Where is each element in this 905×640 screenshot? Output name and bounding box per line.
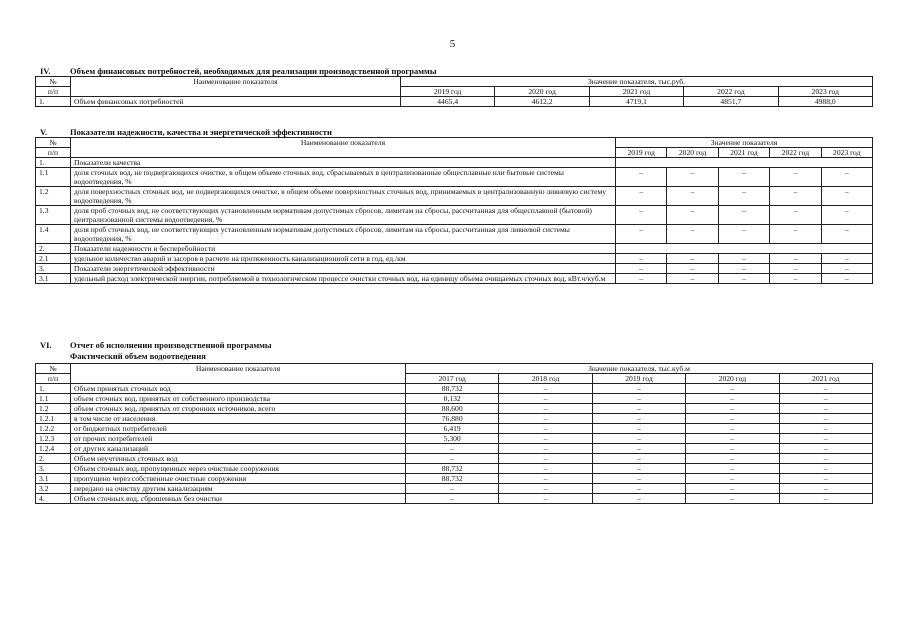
row-value: – [499, 394, 592, 404]
row-value: – [499, 454, 592, 464]
reliability-row [36, 187, 873, 206]
section-4-number: IV. [40, 66, 51, 76]
row-number: 1. [36, 384, 71, 394]
row-value: – [718, 254, 769, 264]
section-5-title-text: Показатели надежности, качества и энергетической эффективности [70, 127, 332, 137]
row-value: – [686, 484, 779, 494]
row-value: – [686, 464, 779, 474]
section-6-title-text: Отчет об исполнении производственной программы [70, 340, 272, 350]
reliability-year-header: 2021 год [718, 148, 769, 158]
reliability-row [36, 225, 873, 244]
row-value-empty [616, 244, 873, 254]
row-value: – [499, 424, 592, 434]
volume-row [36, 404, 873, 414]
section-6-subtitle: Фактический объем водоотведения [70, 351, 206, 361]
reliability-header-row [36, 138, 873, 148]
row-value: – [686, 394, 779, 404]
row-number: 1.2.1 [36, 414, 71, 424]
row-value: – [770, 264, 821, 274]
volume-row [36, 394, 873, 404]
row-number: 3.1 [36, 274, 71, 284]
row-number: 1. [36, 158, 71, 168]
row-value: – [592, 384, 685, 394]
row-value: – [592, 454, 685, 464]
row-indicator-name: Объем принятых сточных вод [71, 384, 406, 394]
row-number: 4. [36, 494, 71, 504]
row-number: 1. [36, 97, 71, 107]
row-value: – [718, 225, 769, 244]
row-value: – [779, 484, 872, 494]
volume-header-no: № [36, 364, 71, 374]
row-value: – [616, 254, 667, 264]
row-indicator-name: Объем неучтенных сточных вод [71, 454, 406, 464]
row-indicator-name: Объем сточных вод, сброшенных без очистки [71, 494, 406, 504]
row-indicator-name: передано на очистку другим канализациям [71, 484, 406, 494]
row-number: 2.1 [36, 254, 71, 264]
reliability-year-header: 2020 год [667, 148, 718, 158]
volume-row [36, 454, 873, 464]
row-value: – [592, 434, 685, 444]
row-value: – [821, 254, 872, 264]
row-number: 1.2.4 [36, 444, 71, 454]
row-value: – [616, 168, 667, 187]
financial-year-header: 2019 год [401, 87, 495, 97]
row-number: 3.1 [36, 474, 71, 484]
reliability-row [36, 206, 873, 225]
row-value: – [821, 225, 872, 244]
row-value: 5,300 [406, 434, 499, 444]
row-value: – [686, 414, 779, 424]
row-value: – [779, 494, 872, 504]
volume-year-header: 2021 год [779, 374, 872, 384]
volume-header-pp: п/п [36, 374, 71, 384]
row-indicator-name: Объем сточных вод, пропущенных через очистные сооружения [71, 464, 406, 474]
row-value: – [406, 454, 499, 464]
row-value: – [779, 454, 872, 464]
row-number: 2. [36, 244, 71, 254]
row-value: – [686, 384, 779, 394]
row-value-empty [616, 158, 873, 168]
row-value: – [667, 264, 718, 274]
row-value: – [667, 206, 718, 225]
reliability-header-name: Наименование показателя [71, 138, 616, 158]
row-number: 2. [36, 454, 71, 464]
row-indicator-name: объем сточных вод, принятых от сторонних источников, всего [71, 404, 406, 414]
row-value: – [499, 414, 592, 424]
row-value: – [686, 444, 779, 454]
volume-row [36, 494, 873, 504]
row-value: – [821, 206, 872, 225]
row-value: – [616, 206, 667, 225]
reliability-row [36, 274, 873, 284]
row-value: – [667, 254, 718, 264]
row-value: – [821, 168, 872, 187]
row-value: – [686, 474, 779, 484]
row-value: – [779, 444, 872, 454]
row-value: – [616, 225, 667, 244]
reliability-row [36, 264, 873, 274]
row-number: 1.1 [36, 394, 71, 404]
row-value: – [779, 434, 872, 444]
volume-header-name: Наименование показателя [71, 364, 406, 384]
volume-year-header: 2017 год [406, 374, 499, 384]
row-indicator-name: от других канализаций [71, 444, 406, 454]
row-indicator-name: доля проб сточных вод, не соответствующих установленным нормативам допустимых сбросов, лимитам на сбросы, рассчитанная для ливневой системы водоотведения, % [71, 225, 616, 244]
row-indicator-name: Показатели энергетической эффективности [71, 264, 616, 274]
volume-row [36, 474, 873, 484]
row-value: – [499, 484, 592, 494]
row-value: – [779, 474, 872, 484]
row-value: – [616, 274, 667, 284]
financial-year-header: 2022 год [684, 87, 778, 97]
row-indicator-name: удельное количество аварий и засоров в расчете на протяженность канализационной сети в год, ед./км [71, 254, 616, 264]
row-indicator-name: удельный расход электрической энергии, потребляемой в технологическом процессе очистки сточных вод, на единицу объема очищаемых сточных вод, кВт.ч/куб.м [71, 274, 616, 284]
volume-row [36, 384, 873, 394]
row-number: 1.3 [36, 206, 71, 225]
row-number: 3.2 [36, 484, 71, 494]
row-value: – [718, 168, 769, 187]
row-value: 0,132 [406, 394, 499, 404]
volume-row [36, 464, 873, 474]
row-value: – [667, 168, 718, 187]
row-value: – [718, 206, 769, 225]
row-value: 4851,7 [684, 97, 778, 107]
financial-year-header: 2020 год [495, 87, 589, 97]
row-indicator-name: Объем финансовых потребностей [71, 97, 401, 107]
row-number: 1.2.2 [36, 424, 71, 434]
row-value: – [499, 474, 592, 484]
volume-row [36, 484, 873, 494]
row-value: – [821, 274, 872, 284]
reliability-year-header: 2019 год [616, 148, 667, 158]
volume-row [36, 414, 873, 424]
row-value: – [499, 464, 592, 474]
row-value: – [686, 434, 779, 444]
row-value: – [592, 474, 685, 484]
row-value: – [779, 394, 872, 404]
row-value: – [406, 444, 499, 454]
volume-header-row [36, 364, 873, 374]
row-number: 1.2 [36, 404, 71, 414]
financial-needs-table [35, 76, 873, 107]
row-number: 1.1 [36, 168, 71, 187]
section-4-title [40, 66, 436, 76]
row-number: 1.2 [36, 187, 71, 206]
reliability-year-header: 2022 год [770, 148, 821, 158]
reliability-row [36, 158, 873, 168]
reliability-year-header: 2023 год [821, 148, 872, 158]
reliability-row [36, 254, 873, 264]
financial-header-name: Наименование показателя [71, 77, 401, 97]
volume-year-header: 2020 год [686, 374, 779, 384]
row-value: – [686, 494, 779, 504]
reliability-header-value: Значение показателя [616, 138, 873, 148]
wastewater-volume-table [35, 363, 873, 504]
row-value: – [686, 424, 779, 434]
volume-header-value: Значение показателя, тыс.куб.м [406, 364, 873, 374]
financial-header-no: № [36, 77, 71, 87]
reliability-row [36, 244, 873, 254]
volume-row [36, 434, 873, 444]
section-5-number: V. [40, 127, 48, 137]
row-value: – [770, 187, 821, 206]
reliability-header-no: № [36, 138, 71, 148]
row-indicator-name: от бюджетных потребителей [71, 424, 406, 434]
row-indicator-name: Показатели качества [71, 158, 616, 168]
row-value: – [821, 187, 872, 206]
row-value: – [499, 434, 592, 444]
row-value: – [770, 206, 821, 225]
financial-header-pp: п/п [36, 87, 71, 97]
row-value: – [718, 187, 769, 206]
reliability-table [35, 137, 873, 284]
row-value: – [406, 484, 499, 494]
financial-year-header: 2023 год [778, 87, 872, 97]
row-value: – [499, 404, 592, 414]
row-value: – [779, 464, 872, 474]
row-number: 1.4 [36, 225, 71, 244]
row-value: 88,732 [406, 474, 499, 484]
row-value: – [592, 414, 685, 424]
row-value: – [686, 404, 779, 414]
row-value: 4612,2 [495, 97, 589, 107]
section-4-title-text: Объем финансовых потребностей, необходимых для реализации производственной программы [70, 66, 437, 76]
volume-row [36, 444, 873, 454]
row-value: – [592, 444, 685, 454]
row-value: – [592, 464, 685, 474]
row-value: – [592, 404, 685, 414]
row-value: – [592, 424, 685, 434]
row-indicator-name: в том числе от населения [71, 414, 406, 424]
row-value: 4988,0 [778, 97, 872, 107]
row-indicator-name: доля проб сточных вод, не соответствующих установленным нормативам допустимых сбросов, лимитам на сбросы, рассчитанная для общесплавной (бытовой) централизованной системы водоотведения, % [71, 206, 616, 225]
row-value: – [821, 264, 872, 274]
row-indicator-name: Показатели надежности и бесперебойности [71, 244, 616, 254]
row-value: 88,732 [406, 464, 499, 474]
financial-header-row [36, 77, 873, 87]
row-value: – [779, 404, 872, 414]
row-value: – [616, 187, 667, 206]
row-value: 88,732 [406, 384, 499, 394]
section-5-title [40, 127, 332, 137]
row-value: – [779, 414, 872, 424]
row-value: – [667, 187, 718, 206]
row-value: – [770, 254, 821, 264]
row-value: – [686, 454, 779, 464]
row-value: – [718, 274, 769, 284]
row-number: 1.2.3 [36, 434, 71, 444]
row-value: – [667, 225, 718, 244]
row-value: – [499, 494, 592, 504]
row-indicator-name: доля сточных вод, не подвергающихся очистке, в общем объеме сточных вод, сбрасываемых в централизованные общесплавные или бытовые системы водоотведения, % [71, 168, 616, 187]
reliability-header-pp: п/п [36, 148, 71, 158]
row-value: – [779, 424, 872, 434]
row-number: 3. [36, 264, 71, 274]
financial-year-header: 2021 год [589, 87, 683, 97]
row-value: – [592, 484, 685, 494]
row-value: 6,419 [406, 424, 499, 434]
volume-year-header: 2019 год [592, 374, 685, 384]
row-value: – [770, 168, 821, 187]
volume-year-header: 2018 год [499, 374, 592, 384]
row-indicator-name: от прочих потребителей [71, 434, 406, 444]
row-value: 88,600 [406, 404, 499, 414]
row-indicator-name: пропущено через собственные очистные сооружения [71, 474, 406, 484]
row-value: 4719,1 [589, 97, 683, 107]
row-value: – [616, 264, 667, 274]
volume-row [36, 424, 873, 434]
financial-row [36, 97, 873, 107]
row-value: – [499, 384, 592, 394]
section-6-number: VI. [40, 340, 52, 350]
row-value: – [770, 225, 821, 244]
page-number: 5 [449, 38, 456, 50]
row-value: – [499, 444, 592, 454]
row-indicator-name: доля поверхностных сточных вод, не подвергающихся очистке, в общем объеме поверхностных сточных вод, принимаемых в централизованную ливневую систему водоотведения, % [71, 187, 616, 206]
row-value: – [667, 274, 718, 284]
row-value: – [779, 384, 872, 394]
row-value: – [406, 494, 499, 504]
row-value: – [592, 394, 685, 404]
row-value: 4465,4 [401, 97, 495, 107]
financial-header-value: Значение показателя, тыс.руб. [401, 77, 873, 87]
row-indicator-name: объем сточных вод, принятых от собственного производства [71, 394, 406, 404]
section-6-title [40, 340, 272, 350]
row-number: 3. [36, 464, 71, 474]
row-value: 76,880 [406, 414, 499, 424]
reliability-row [36, 168, 873, 187]
row-value: – [770, 274, 821, 284]
row-value: – [718, 264, 769, 274]
row-value: – [592, 494, 685, 504]
